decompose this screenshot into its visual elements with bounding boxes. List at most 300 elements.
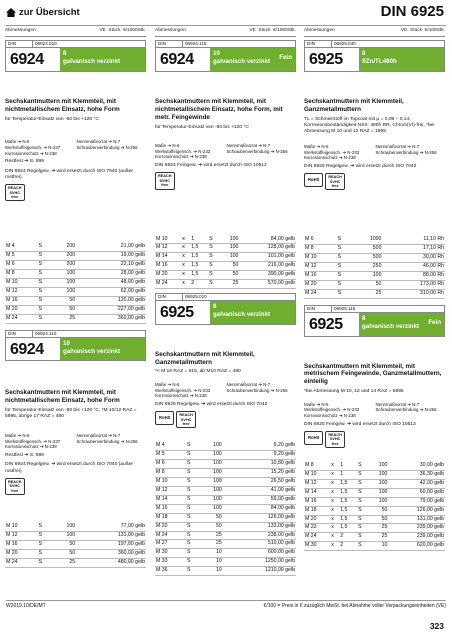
prop[interactable]: Korrosionsschutz ➔ N-238 [304,155,356,161]
product-title: Sechskantmuttern mit Klemmteil, Ganzmetallmuttern [155,350,255,366]
table-row[interactable] [304,488,445,497]
table-cell: x [181,244,190,253]
grade-box [210,301,295,324]
table-cell: 1,5 [190,271,208,280]
table-cell: 620,00 gelb [388,542,445,551]
prop[interactable]: Maße ➔ N-6 [5,139,30,145]
table-cell: S [186,540,199,549]
table-cell: S [357,479,368,488]
grade-box [60,338,145,361]
footer-code: W2019.10/DE/MT [6,603,46,609]
table-row[interactable] [155,271,296,280]
table-row[interactable] [5,549,146,558]
table-cell: 390,00 gelb [239,271,296,280]
table-cell: 84,00 gelb [239,236,296,244]
table-cell: S [37,279,50,288]
table-cell: S [186,460,199,469]
table-cell: 100 [51,523,77,531]
col-ve-header: VE [249,28,256,33]
table-cell: x [181,253,190,262]
table-cell: M 30 [304,542,330,551]
table-cell: M 8 [304,245,337,254]
table-cell: S [337,289,350,298]
table-cell: S [357,506,368,515]
grade-box [210,48,295,71]
din-label: DIN [6,331,33,337]
table-row[interactable] [5,541,146,550]
table-cell: M 4 [155,442,186,450]
size-table-b [5,523,146,568]
col-ve-header: VE [99,28,106,33]
table-cell: M 14 [155,495,186,504]
table-cell: M 12 [304,263,337,272]
table-cell: 50 [51,541,77,550]
table-cell: S [357,524,368,533]
prop[interactable]: Nennmaßvorrat ➔ N-7 [375,401,420,407]
table-cell: 239,00 gelb [388,533,445,542]
house-icon [6,8,16,17]
table-cell: 100 [368,488,389,497]
prop[interactable]: Werkstoffeigensch. ➔ N-233 [304,149,360,155]
table-cell: 26,50 gelb [223,478,296,487]
table-cell: 1 [339,462,357,470]
table-cell: 25 [219,280,240,289]
table-cell: S [37,252,50,261]
article-header [5,337,146,362]
replacement-note: DIN 6925 Feingew. ➔ wird ersetzt durch ISO 10513 [304,421,416,427]
table-row[interactable] [304,497,445,506]
table-cell: M 4 [5,243,37,251]
page-title: DIN 6925 [380,3,444,20]
prop[interactable]: Nennmaßvorrat ➔ N-7 [226,381,271,387]
restfest-link[interactable]: Restfest ➔ S. 999 [5,159,44,165]
table-cell: 100 [198,469,222,478]
table-cell: 1,5 [339,488,357,497]
finish: galvanisch verzinkt [63,58,121,66]
props-list [5,139,146,156]
table-cell: 500 [350,254,383,263]
product-desc: für Temperatur-Einsatz von -50 bis +120 °C [155,124,249,130]
table-cell: S [186,531,199,540]
table-row[interactable] [304,272,445,281]
table-row[interactable] [304,245,445,254]
table-cell: M 10 [5,523,37,531]
prop[interactable]: Werkstoffeigensch. ➔ N-237 [5,438,61,444]
table-row[interactable] [155,558,296,567]
col-dim-header: Abmessungen [304,28,335,33]
table-cell: 50 [51,296,77,305]
table-row[interactable] [304,506,445,515]
product-title: Sechskantmuttern mit Klemmteil, mit nichtmetallischem Einsatz, hohe Form [5,98,120,113]
table-row[interactable] [155,513,296,522]
table-row[interactable] [304,524,445,533]
col-ve-header: VE [400,28,408,33]
replacement-note: DIN 6924 Regelgew. ➔ wird ersetzt durch ISO 7040 (außer rostfrei) [5,462,134,474]
table-cell: S [186,558,199,567]
table-cell: 30,00 Rh [382,254,445,263]
table-cell: M 16 [304,497,330,506]
table-row[interactable] [304,263,445,272]
rohs-badge: RoHS [304,173,323,186]
table-cell: S [186,567,199,576]
table-cell: 100 [368,471,389,480]
col-price-header: €/1000Stk. [273,28,296,33]
table-row[interactable] [304,280,445,289]
table-cell: 360,00 gelb [76,549,146,558]
table-cell: 1,5 [190,244,208,253]
table-cell: 128,00 gelb [239,244,296,253]
col-stk-header: Stück [108,28,121,33]
table-cell: 10 [198,558,222,567]
size-table-a [5,243,146,323]
table-cell: S [357,533,368,542]
table-cell: 100 [198,451,222,460]
din-label: DIN [156,294,183,300]
rohs-badge: RoHS [155,411,174,424]
table-cell: S [357,542,368,551]
replacement-note: DIN 6925 Regelgew. ➔ wird ersetzt durch ISO 7042 [155,402,268,408]
table-row[interactable] [304,515,445,524]
table-cell: 1,5 [339,524,357,533]
table-row[interactable] [155,244,296,253]
table-cell: S [37,523,50,531]
table-row[interactable] [5,243,146,251]
grade: 8 [362,50,366,58]
table-cell: S [37,541,50,550]
table-row[interactable] [5,558,146,567]
product-6924-115[interactable] [155,40,296,72]
article-code: 06924.115 [185,41,207,47]
table-row[interactable] [155,469,296,478]
table-row[interactable] [155,451,296,460]
table-cell: x [330,506,339,515]
table-cell: 25 [368,524,389,533]
page-number: 323 [429,621,444,631]
table-row[interactable] [155,540,296,549]
table-cell: 9,20 gelb [223,451,296,460]
table-row[interactable] [155,280,296,289]
table-row[interactable] [304,533,445,542]
prop[interactable]: Korrosionsschutz ➔ N-238 [304,412,356,418]
table-cell: 79,00 gelb [388,497,445,506]
table-cell: M 12 [155,487,186,496]
prop[interactable]: Nennmaßvorrat ➔ N-7 [76,139,121,145]
prop[interactable]: Schraubenverbindung ➔ N-256 [76,144,138,150]
prop[interactable]: Werkstoffeigensch. ➔ N-233 [155,387,211,393]
reach-badge: REACH SVHC free [155,172,296,189]
col-dim-header: Abmessungen [155,28,186,33]
table-cell: 100 [198,442,222,450]
prop[interactable]: Nennmaßvorrat ➔ N-7 [76,432,121,438]
table-cell: 41,00 gelb [223,487,296,496]
product-6924-110[interactable] [5,330,146,362]
reach-badge: REACH SVHC free [176,411,196,428]
product-desc: für Temperatur-Einsatz von -50 bis +120 °C, *M 10/12 RAZ = 5995, übrige 17 RAZ = 480 [5,408,137,420]
product-title: Sechskantmuttern mit Klemmteil, Ganzmetallmuttern [304,98,404,113]
table-cell: 100 [51,532,77,541]
table-cell: S [337,272,350,281]
table-cell: M 33 [155,558,186,567]
table-row[interactable] [5,279,146,288]
article-header [304,312,445,337]
fine-thread-tag: Fein [279,54,292,62]
size-table-e [304,236,445,298]
table-cell: 22,10 gelb [76,261,146,270]
replacement-note: DIN 6924 Feingew. ➔ wird ersetzt durch ISO 10512 [155,163,267,169]
prop[interactable]: Werkstoffeigensch. ➔ N-233 [304,407,360,413]
table-cell: M 8 [5,270,37,279]
din-code-bar [155,293,296,300]
table-row[interactable] [155,487,296,496]
table-cell: S [186,522,199,531]
table-cell: 120,00 gelb [76,296,146,305]
table-row[interactable] [5,305,146,314]
table-cell: M 8 [304,462,330,470]
table-row[interactable] [155,262,296,271]
table-cell: M 10 [155,236,181,244]
article-header [155,300,296,325]
props-list [304,402,445,419]
finish: flZn/TL480h [362,58,397,66]
table-row[interactable] [5,296,146,305]
table-cell: x [330,497,339,506]
table-cell: S [337,245,350,254]
grade: 8 [362,314,366,322]
table-row[interactable] [304,479,445,488]
table-row[interactable] [155,522,296,531]
table-cell: 1,5 [339,506,357,515]
restfest-link[interactable]: Restfest ➔ S. 999 [5,453,44,458]
table-cell: 19,00 gelb [76,252,146,261]
table-cell: S [186,504,199,513]
table-cell: 2 [339,533,357,542]
finish: galvanisch verzinkt [213,311,271,319]
table-row[interactable] [155,253,296,262]
table-cell: 50 [368,515,389,524]
table-cell: S [337,280,350,289]
table-row[interactable] [304,471,445,480]
product-6925-010[interactable] [155,293,296,325]
table-cell: S [357,471,368,480]
prop[interactable]: Maße ➔ N-6 [5,432,30,438]
table-cell: 510,00 gelb [223,540,296,549]
prop[interactable]: Maße ➔ N-6 [304,143,329,149]
table-cell: 250 [350,263,383,272]
col-price-header: €/100Stk. [424,28,445,33]
table-row[interactable] [5,270,146,279]
article-number: 6925 [309,51,343,69]
finish: galvanisch verzinkt [63,347,121,355]
prop[interactable]: Schraubenverbindung ➔ N-256 [76,438,138,444]
fine-thread-tag: Fein [428,318,441,326]
table-cell: 310,00 Rh [382,289,445,298]
table-cell: S [186,495,199,504]
table-cell: M 5 [5,252,37,261]
prop[interactable]: Nennmaßvorrat ➔ N-7 [375,143,420,149]
table-row[interactable] [155,567,296,576]
table-row[interactable] [155,460,296,469]
table-cell: 200 [51,252,77,261]
table-cell: S [37,270,50,279]
reach-badge: REACH SVHC free [325,431,345,448]
col-dim-header: Abmessungen [5,28,36,33]
table-cell: 50 [368,506,389,515]
table-cell: M 36 [155,567,186,576]
table-cell: S [208,271,219,280]
table-row[interactable] [304,254,445,263]
table-cell: M 18 [304,506,330,515]
table-cell: 1,5 [339,515,357,524]
table-cell: 133,00 gelb [223,522,296,531]
table-cell: x [330,479,339,488]
table-row[interactable] [304,289,445,298]
prop[interactable]: Werkstoffeigensch. ➔ N-237 [5,144,61,150]
prop[interactable]: Korrosionsschutz ➔ N-238 [155,154,207,160]
prop[interactable]: Nennmaßvorrat ➔ N-7 [226,142,271,148]
table-cell: 9,20 gelb [223,442,296,450]
table-cell: 30,00 gelb [388,462,445,470]
prop[interactable]: Maße ➔ N-6 [304,401,329,407]
din-label: DIN [305,306,332,312]
props-list [155,143,296,160]
table-cell: S [186,487,199,496]
prop[interactable]: Schraubenverbindung ➔ N-256 [226,148,288,154]
table-cell: M 20 [5,305,37,314]
table-row[interactable] [5,314,146,323]
table-cell: M 22 [304,524,330,533]
table-cell: 131,00 gelb [76,532,146,541]
table-cell: 50 [198,522,222,531]
table-cell: 200 [51,243,77,251]
table-cell: M 12 [5,532,37,541]
table-row[interactable] [155,549,296,558]
table-row[interactable] [5,532,146,541]
prop[interactable]: Maße ➔ N-6 [155,142,180,148]
table-cell: 62,00 gelb [76,287,146,296]
product-6924-010[interactable] [5,40,146,72]
table-cell: 1,5 [190,253,208,262]
table-cell: S [37,287,50,296]
finish: galvanisch verzinkt [362,322,420,330]
table-cell: 100 [219,236,240,244]
table-cell: S [337,236,350,244]
article-header [304,47,445,72]
article-code: 06925.010 [185,294,207,299]
table-cell: 50 [51,305,77,314]
table-cell: 2 [339,542,357,551]
product-title: Sechskantmuttern mit Klemmteil, mit nichtmetallischem Einsatz, hohe Form, mit metr. Feingewinde [155,98,283,121]
replacement-note: DIN 6924 Regelgew. ➔ wird ersetzt durch ISO 7040 (außer rostfrei) [5,168,134,180]
table-cell: M 5 [155,451,186,460]
table-row[interactable] [5,252,146,261]
table-cell: S [186,513,199,522]
table-row[interactable] [304,542,445,551]
product-desc: für Temperatur-Einsatz von -50 bis +120 °C [5,116,99,122]
table-cell: 88,00 Rh [382,272,445,281]
product-6925-115[interactable] [304,305,445,337]
prop[interactable]: Korrosionsschutz ➔ N-238 [5,150,57,156]
table-row[interactable] [155,504,296,513]
table-cell: M 14 [304,488,330,497]
product-6925-040[interactable] [304,40,445,72]
table-cell: 1,5 [339,497,357,506]
din-label: DIN [6,41,33,47]
table-cell: 25 [51,314,77,323]
table-cell: 1250,00 gelb [223,558,296,567]
table-cell: S [357,515,368,524]
table-cell: M 6 [155,460,186,469]
table-cell: 100 [51,279,77,288]
table-cell: 100 [368,479,389,488]
product-title: Sechskantmuttern mit Klemmteil, mit nichtmetallischem Einsatz, hohe Form [5,389,120,405]
table-row[interactable] [304,462,445,470]
table-cell: 360,00 gelb [76,314,146,323]
prop[interactable]: Schraubenverbindung ➔ N-256 [226,387,288,393]
prop[interactable]: Maße ➔ N-6 [155,381,180,387]
table-cell: 126,00 gelb [388,506,445,515]
table-row[interactable] [155,442,296,450]
table-row[interactable] [155,495,296,504]
table-cell: 36,30 gelb [388,471,445,480]
din-code-bar [304,305,445,312]
finish: galvanisch verzinkt [213,58,271,66]
table-row[interactable] [304,236,445,244]
article-number: 6924 [10,340,44,358]
table-row[interactable] [155,531,296,540]
props-list [304,144,445,161]
table-cell: 216,00 gelb [239,262,296,271]
table-cell: S [208,244,219,253]
table-cell: 126,00 gelb [223,513,296,522]
table-cell: 2 [190,280,208,289]
table-cell: x [330,524,339,533]
table-cell: M 18 [155,513,186,522]
header-divider [6,25,446,26]
table-row[interactable] [5,523,146,531]
page-header [6,3,446,25]
table-cell: 197,00 gelb [76,541,146,550]
prop[interactable]: Werkstoffeigensch. ➔ N-233 [155,148,211,154]
prop[interactable]: Schraubenverbindung ➔ N-256 [375,407,437,413]
back-to-overview-link[interactable] [6,7,80,18]
prop[interactable]: Schraubenverbindung ➔ N-256 [375,149,437,155]
table-row[interactable] [155,236,296,244]
size-table-d [155,442,296,576]
compliance-badges [304,431,445,448]
table-cell: 77,00 gelb [76,523,146,531]
table-row[interactable] [5,287,146,296]
column-left [5,28,146,568]
table-cell: 570,00 gelb [239,280,296,289]
column-right [304,28,445,551]
prop[interactable]: Korrosionsschutz ➔ N-238 [5,444,57,450]
grade: 10 [213,50,220,58]
table-cell: 1,5 [190,262,208,271]
table-cell: 84,00 gelb [223,504,296,513]
table-cell: S [37,296,50,305]
table-cell: x [181,262,190,271]
size-table-c [155,236,296,289]
table-cell: 100 [198,495,222,504]
reach-badge: REACH SVHC free [5,478,146,495]
table-row[interactable] [155,478,296,487]
article-code: 06924.110 [35,330,57,336]
table-cell: x [330,488,339,497]
table-row[interactable] [5,261,146,270]
prop[interactable]: Korrosionsschutz ➔ N-238 [155,393,207,399]
table-cell: S [37,305,50,314]
table-cell: S [37,243,50,251]
